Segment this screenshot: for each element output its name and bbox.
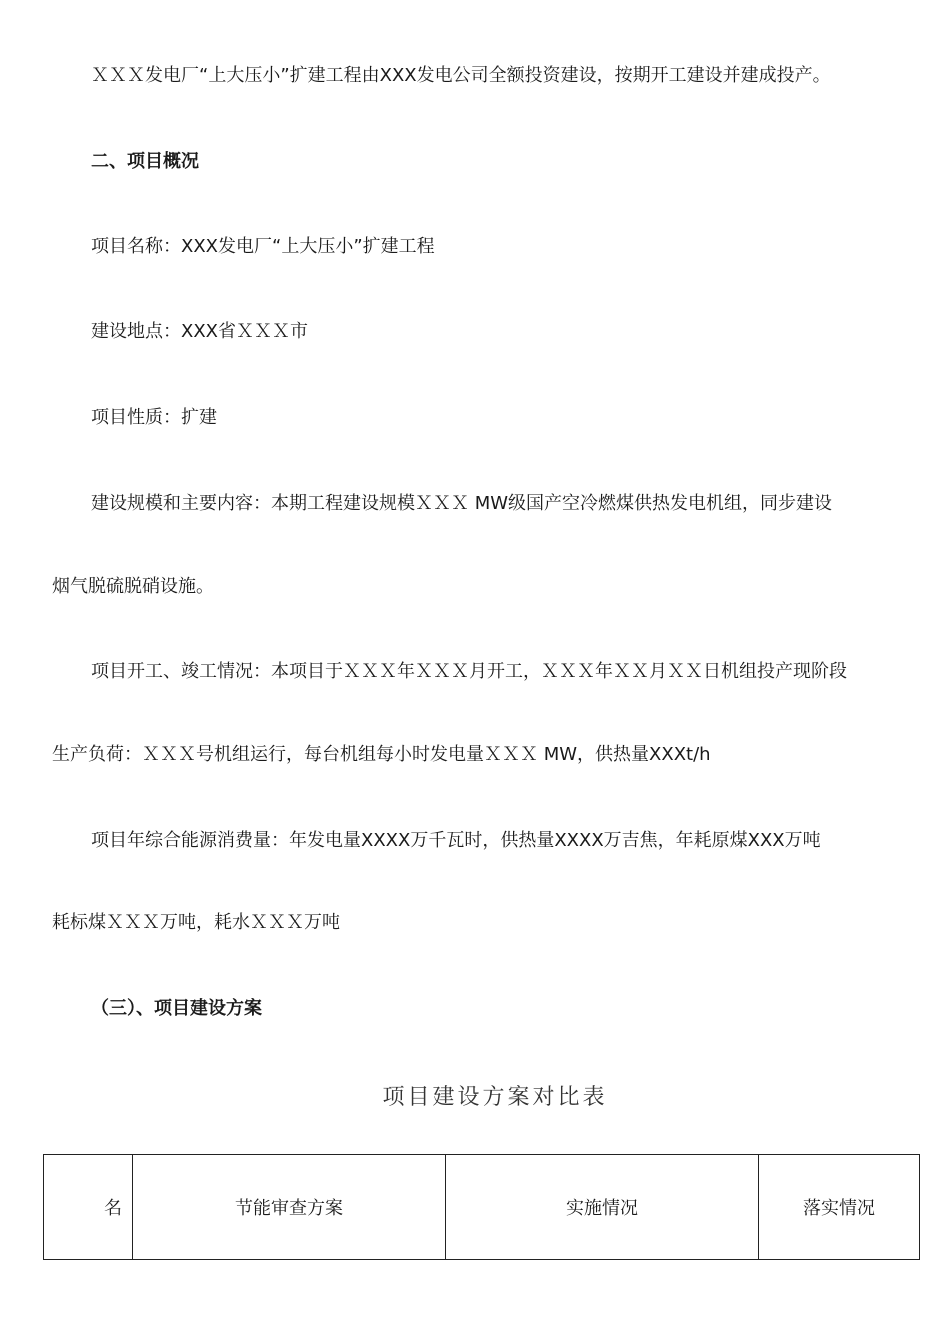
table-title: 项目建设方案对比表 [382, 1085, 608, 1110]
energy-paragraph-line2: 耗标煤ＸＸＸ万吨，耗水ＸＸＸ万吨 [52, 912, 340, 933]
header-review-plan: 节能审查方案 [133, 1155, 446, 1260]
scale-paragraph-line2: 烟气脱硫脱硝设施。 [52, 576, 214, 597]
table-header-row [44, 1155, 920, 1260]
section-heading-plan: （三）、项目建设方案 [91, 998, 262, 1019]
comparison-table [43, 1154, 920, 1260]
energy-paragraph-line1: 项目年综合能源消费量：年发电量XXXX万千瓦时，供热量XXXX万吉焦，年耗原煤XXX万吨 [91, 830, 821, 851]
project-location-line: 建设地点：XXX省ＸＸＸ市 [91, 321, 308, 342]
schedule-paragraph-line2: 生产负荷：ＸＸＸ号机组运行，每台机组每小时发电量ＸＸＸ MW，供热量XXXt/h [52, 744, 711, 765]
schedule-paragraph-line1: 项目开工、竣工情况：本项目于ＸＸＸ年ＸＸＸ月开工，ＸＸＸ年ＸＸ月ＸＸ日机组投产现阶段 [91, 661, 847, 682]
project-name-line: 项目名称：XXX发电厂“上大压小”扩建工程 [91, 236, 435, 257]
header-implementation: 实施情况 [446, 1155, 759, 1260]
scale-paragraph-line1: 建设规模和主要内容：本期工程建设规模ＸＸＸ MW级国产空冷燃煤供热发电机组，同步建设 [91, 493, 833, 514]
header-status: 落实情况 [759, 1155, 920, 1260]
project-nature-line: 项目性质：扩建 [91, 407, 217, 428]
intro-paragraph: ＸＸＸ发电厂“上大压小”扩建工程由XXX发电公司全额投资建设，按期开工建设并建成投产。 [91, 65, 831, 86]
section-heading-overview: 二、项目概况 [91, 151, 199, 172]
header-name: 名 [44, 1155, 133, 1260]
